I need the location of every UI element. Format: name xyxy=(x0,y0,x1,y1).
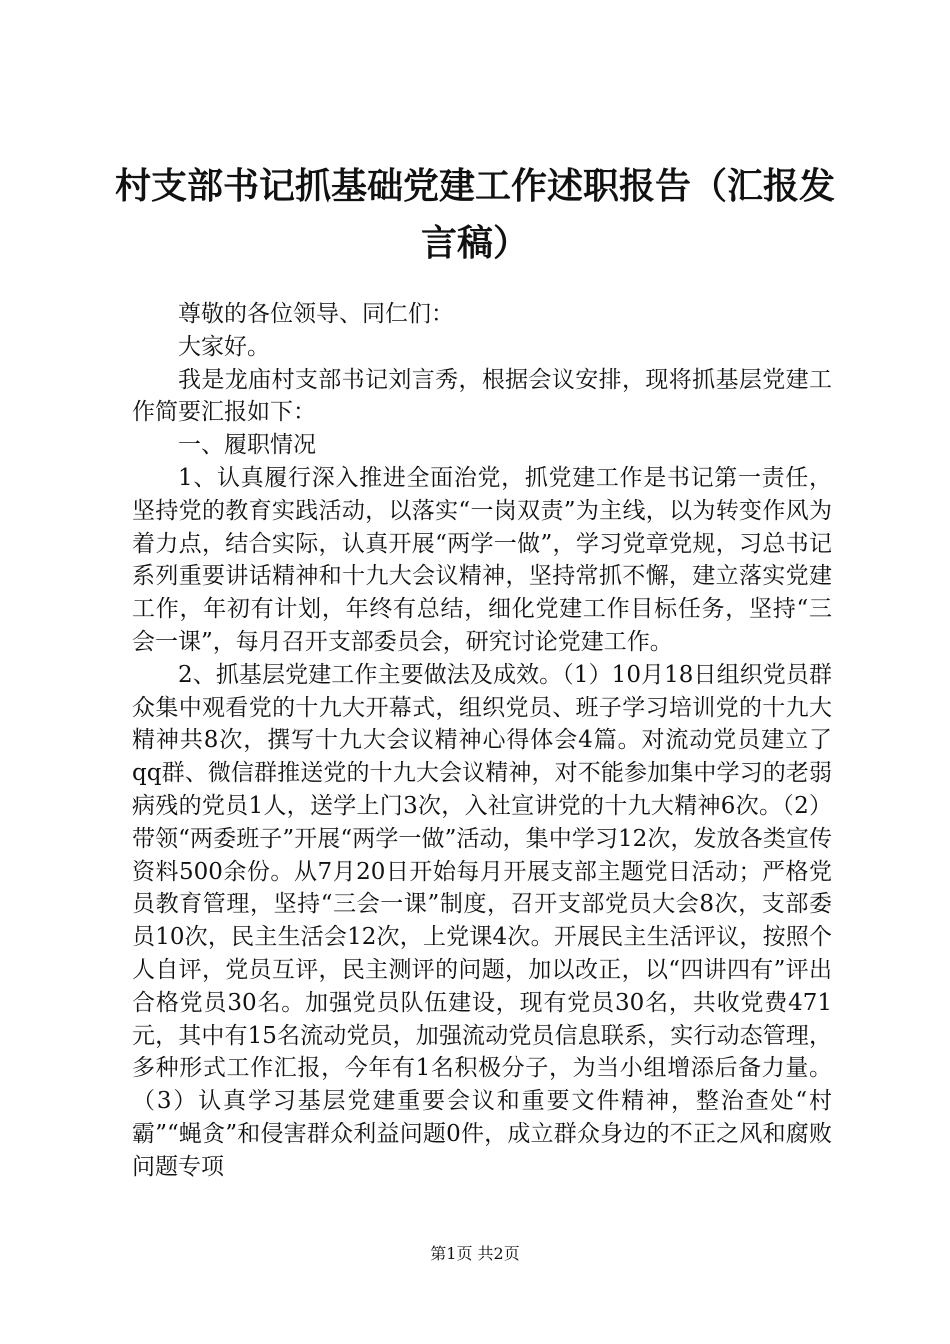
paragraph-item-1: 1、认真履行深入推进全面治党，抓党建工作是书记第一责任，坚持党的教育实践活动，以落实“一岗双责”为主线，以为转变作风为着力点，结合实际，认真开展“两学一做”，学习党章党规，习总书记系列重要讲话精神和十九大会议精神，坚持常抓不懈，建立落实党建工作，年初有计划，年终有总结，细化党建工作目标任务，坚持“三会一课”，每月召开支部委员会，研究讨论党建工作。 xyxy=(132,464,832,655)
document-body xyxy=(132,298,832,1184)
section-heading: 一、履职情况 xyxy=(178,432,316,459)
page-total: 共2页 xyxy=(477,1244,520,1263)
page-footer xyxy=(0,1244,950,1264)
intro-paragraph: 我是龙庙村支部书记刘言秀，根据会议安排，现将抓基层党建工作简要汇报如下： xyxy=(132,366,832,426)
paragraph-item-2: 2、抓基层党建工作主要做法及成效。（1）10月18日组织党员群众集中观看党的十九大开幕式，组织党员、班子学习培训党的十九大精神共8次，撰写十九大会议精神心得体会4篇。对流动党员建立了qq群、微信群推送党的十九大会议精神，对不能参加集中学习的老弱病残的党员1人，送学上门3次，入社宣讲党的十九大精神6次。（2）带领“两委班子”开展“两学一做”活动，集中学习12次，发放各类宣传资料500余份。从7月20日开始每月开展支部主题党日活动；严格党员教育管理，坚持“三会一课”制度，召开支部党员大会8次，支部委员10次，民主生活会12次，上党课4次。开展民主生活评议，按照个人自评，党员互评，民主测评的问题，加以改正，以“四讲四有”评出合格党员30名。加强党员队伍建设，现有党员30名，共收党费471元，其中有15名流动党员，加强流动党员信息联系，实行动态管理，多种形式工作汇报，今年有1名积极分子，为当小组增添后备力量。（3）认真学习基层党建重要会议和重要文件精神，整治查处“村霸”“蝇贪”和侵害群众利益问题0件，成立群众身边的不正之风和腐败问题专项 xyxy=(132,661,832,1180)
salutation: 尊敬的各位领导、同仁们： xyxy=(178,301,454,327)
greeting: 大家好。 xyxy=(178,333,270,360)
page-number: 第1页 xyxy=(430,1244,473,1263)
document-title: 村支部书记抓基础党建工作述职报告（汇报发言稿） xyxy=(114,166,835,264)
